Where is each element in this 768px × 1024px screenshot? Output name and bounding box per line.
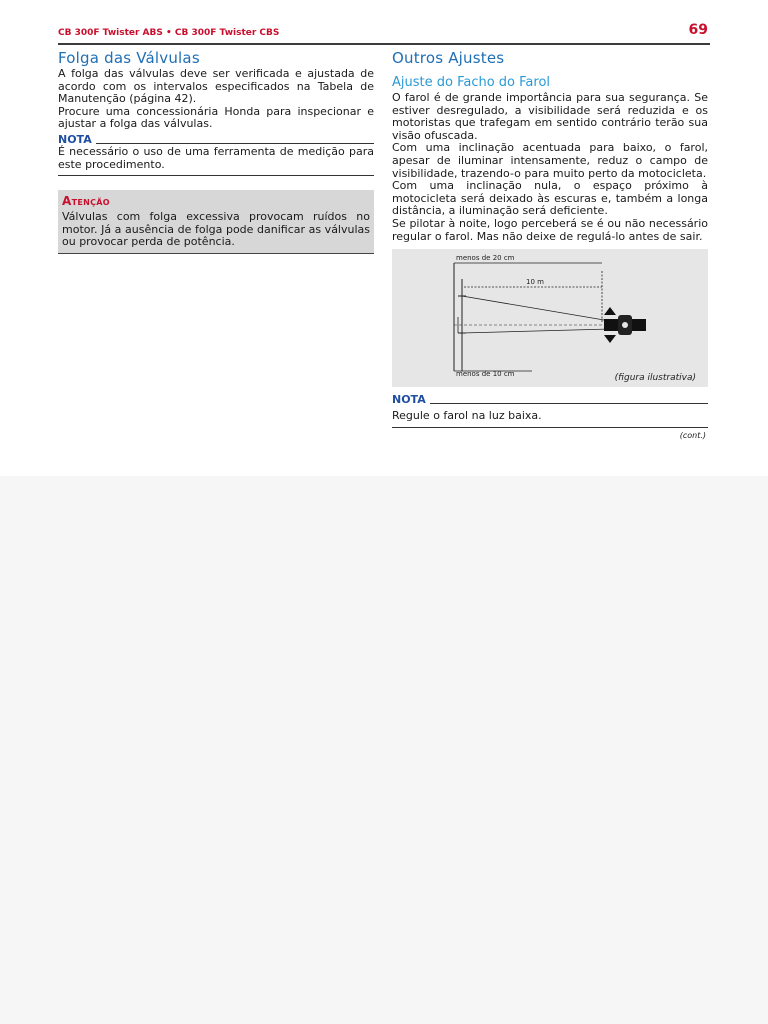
beam-diagram bbox=[392, 249, 708, 387]
header-divider bbox=[58, 43, 710, 45]
continued-marker: (cont.) bbox=[679, 430, 706, 440]
figure-caption: (figura ilustrativa) bbox=[614, 373, 696, 384]
page-header bbox=[58, 22, 708, 44]
paragraph: A folga das válvulas deve ser verificada e ajustada de acordo com os intervalos especificados na Tabela de Manutenção (página 42). bbox=[58, 67, 374, 106]
section-title-other-adjustments: Outros Ajustes bbox=[392, 49, 505, 67]
note-rule bbox=[96, 143, 374, 144]
note-end-rule bbox=[392, 427, 708, 428]
note-text: É necessário o uso de uma ferramenta de medição para este procedimento. bbox=[58, 144, 374, 171]
note-end-rule bbox=[58, 175, 374, 176]
paragraph: Com uma inclinação nula, o espaço próximo à motocicleta será deixado às escuras e, também a longa distância, a iluminação será deficiente. bbox=[392, 179, 708, 218]
paragraph: Procure uma concessionária Honda para inspecionar e ajustar a folga das válvulas. bbox=[58, 104, 374, 131]
note-heading bbox=[392, 393, 708, 406]
section-title-valve-clearance: Folga das Válvulas bbox=[58, 49, 200, 67]
page-number: 69 bbox=[688, 22, 708, 38]
page-background-lower bbox=[0, 476, 768, 1024]
paragraph: O farol é de grande importância para sua segurança. Se estiver desregulado, a visibilidade será reduzida e os motoristas que trafegam em sentido contrário terão sua visão ofuscada. bbox=[392, 91, 708, 142]
label-less-than-10cm: menos de 10 cm bbox=[456, 370, 515, 379]
label-less-than-20cm: menos de 20 cm bbox=[456, 254, 515, 263]
note-rule bbox=[430, 403, 708, 404]
label-distance-10m: 10 m bbox=[526, 278, 544, 287]
motorcycle-icon bbox=[604, 307, 646, 343]
left-column bbox=[58, 48, 374, 254]
note-text: Regule o farol na luz baixa. bbox=[392, 409, 542, 423]
subsection-title-headlight: Ajuste do Facho do Farol bbox=[392, 75, 551, 90]
paragraph: Com uma inclinação acentuada para baixo, o farol, apesar de iluminar intensamente, reduz o campo de visibilidade, trazendo-o para muito perto da motocicleta. bbox=[392, 141, 708, 180]
headlight-beam-figure bbox=[392, 249, 708, 387]
note-label: NOTA bbox=[58, 132, 92, 146]
attention-label: Atenção bbox=[62, 194, 110, 209]
beam-upper bbox=[462, 296, 610, 321]
paragraph: Se pilotar à noite, logo perceberá se é ou não necessário regular o farol. Mas não deixe de regulá-lo antes de sair. bbox=[392, 216, 708, 243]
right-column bbox=[392, 48, 708, 440]
note-label: NOTA bbox=[392, 393, 426, 407]
beam-lower bbox=[462, 329, 610, 333]
header-model-title: CB 300F Twister ABS • CB 300F Twister CBS bbox=[58, 28, 280, 38]
attention-text: Válvulas com folga excessiva provocam ruídos no motor. Já a ausência de folga pode danificar as válvulas ou provocar perda de potência. bbox=[62, 210, 370, 249]
attention-box bbox=[58, 190, 374, 254]
